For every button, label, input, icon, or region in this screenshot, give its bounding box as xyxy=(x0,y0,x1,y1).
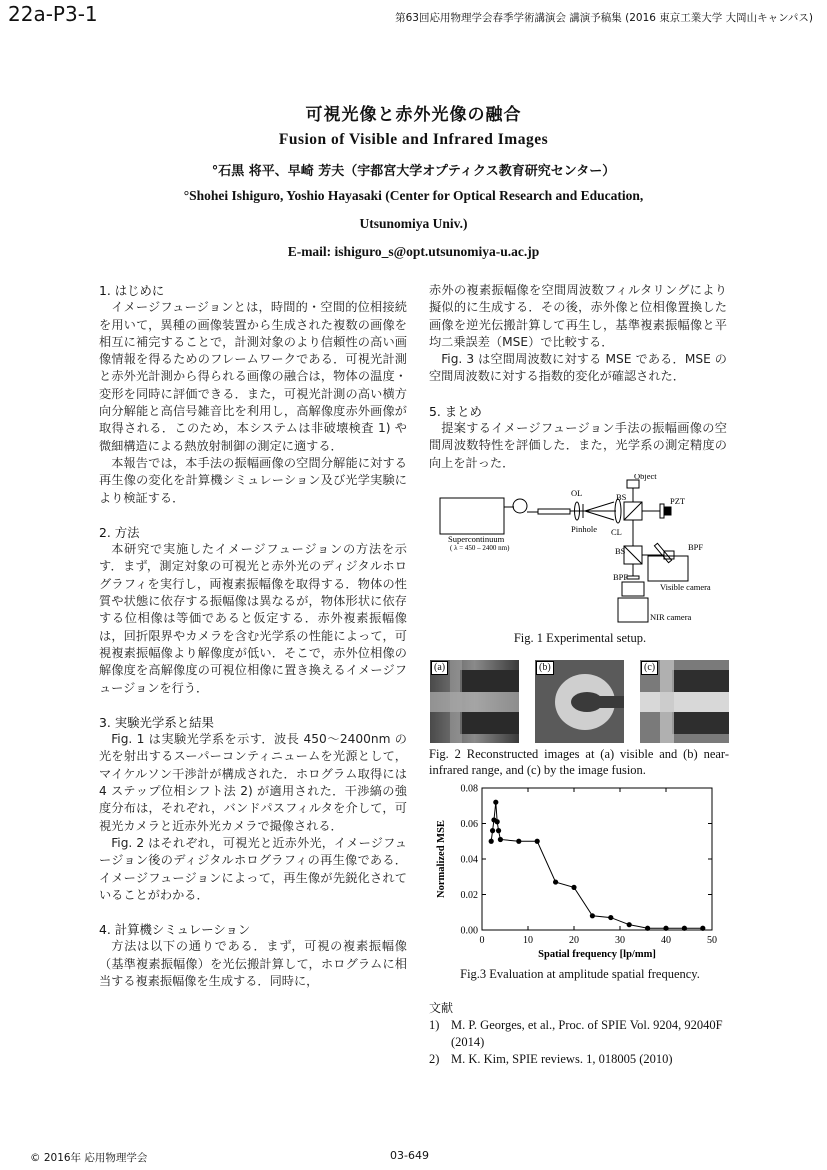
x-tick-label: 30 xyxy=(615,935,625,946)
data-point xyxy=(490,828,495,833)
label-bs-1: BS xyxy=(616,492,627,502)
label-bpf-2: BPF xyxy=(613,572,629,582)
y-tick-label: 0.00 xyxy=(460,925,478,937)
figure-1-setup-diagram xyxy=(430,474,730,626)
data-point xyxy=(608,915,613,920)
data-point xyxy=(489,839,494,844)
label-ol: OL xyxy=(571,488,583,498)
references xyxy=(429,1000,729,1068)
figure-3-caption: Fig.3 Evaluation at amplitude spatial frequency. xyxy=(460,967,700,981)
label-bpf-1: BPF xyxy=(688,542,704,552)
title-japanese: 可視光像と赤外光像の融合 xyxy=(305,105,522,125)
figure-2b-label: (b) xyxy=(536,661,554,675)
y-tick-label: 0.06 xyxy=(460,819,478,830)
data-point xyxy=(700,926,705,931)
fiber-coil xyxy=(513,499,527,513)
section-5-heading: 5. まとめ xyxy=(429,403,482,419)
figure-2-caption: Fig. 2 Reconstructed images at (a) visible and (b) near-infrared range, and (c) by the image fusion. xyxy=(429,747,729,777)
label-source: Supercontinuum xyxy=(448,534,505,544)
fiber xyxy=(538,509,570,514)
x-axis-label: Spatial frequency [lp/mm] xyxy=(538,949,656,960)
continued-paragraph: 赤外の複素振幅像を空間周波数フィルタリングにより擬似的に生成する．その後，赤外像と位相像置換した画像を逆光伝搬計算して再生し，基準複素振幅像と平均二乗誤差（MSE）で比較する． xyxy=(429,283,727,349)
figure-2a-image xyxy=(430,660,519,743)
label-object: Object xyxy=(634,474,657,481)
section-1-paragraph-2: 本報告では，本手法の振幅画像の空間分解能に対する再生像の変化を計算機シミュレーション及び光学実験により検証する． xyxy=(99,455,407,505)
figure-2a-label: (a) xyxy=(431,661,448,675)
figure-1-caption: Fig. 1 Experimental setup. xyxy=(513,631,647,645)
figure-2c-label: (c) xyxy=(641,661,658,675)
section-2-heading: 2. 方法 xyxy=(99,524,140,540)
reference-number: 2) xyxy=(429,1052,440,1066)
label-visible-camera: Visible camera xyxy=(660,582,711,592)
label-bs-2: BS xyxy=(615,546,626,556)
conference-header: 第63回応用物理学会春季学術講演会 講演予稿集 (2016 東京工業大学 大岡山キャンパス) xyxy=(395,12,813,24)
page-code: 22a-P3-1 xyxy=(8,2,98,26)
nir-camera-lens xyxy=(622,582,644,596)
section-4-heading: 4. 計算機シミュレーション xyxy=(99,922,251,938)
data-point xyxy=(645,926,650,931)
figure-2c-image xyxy=(640,660,729,743)
data-point xyxy=(663,926,668,931)
data-point xyxy=(682,926,687,931)
y-tick-label: 0.04 xyxy=(460,854,478,866)
x-tick-label: 0 xyxy=(479,935,485,946)
data-point xyxy=(553,879,558,884)
label-source-range: ( λ = 450 – 2400 nm) xyxy=(450,544,510,552)
label-cl: CL xyxy=(611,527,622,537)
label-pzt: PZT xyxy=(670,496,686,506)
reference-item xyxy=(429,1051,729,1068)
visible-camera xyxy=(648,556,688,581)
footer-page-number: 03-649 xyxy=(390,1149,429,1162)
object xyxy=(627,480,639,488)
title-english: Fusion of Visible and Infrared Images xyxy=(278,131,549,148)
data-point xyxy=(493,800,498,805)
reference-text: M. P. Georges, et al., Proc. of SPIE Vol. 9204, 92040F (2014) xyxy=(451,1018,723,1049)
data-point xyxy=(495,819,500,824)
mse-paragraph: Fig. 3 は空間周波数に対する MSE である．MSE の空間周波数に対する指数的変化が確認された． xyxy=(429,352,727,384)
x-tick-label: 40 xyxy=(661,935,671,946)
section-1-heading: 1. はじめに xyxy=(99,283,165,298)
label-pinhole: Pinhole xyxy=(571,524,597,534)
section-3-paragraph-1: Fig. 1 は実験光学系を示す．波長 450〜2400nm の光を射出するスーパーコンティニュームを光源として，マイケルソン干渉計が構成された．ホログラム取得には 4 ステップ位相シフト法 2) が適用された．干渉縞の強度分布は，それぞれ，バンドパスフィルタを介して，可視光カメラと近赤外光カメラで撮像される． xyxy=(99,732,407,833)
authors-japanese: °石黒 将平、早崎 芳夫（宇都宮大学オプティクス教育研究センター） xyxy=(211,164,616,179)
section-2-paragraph-1: 本研究で実施したイメージフュージョンの方法を示す．まず，測定対象の可視光と赤外光のディジタルホログラフィを実行し，両複素振幅像を取得する．物体の性質や状態に依存する振幅像は異なるが，物体形状に依存する位相像は等価であると仮定する．赤外複素振幅像は，回折限界やカメラを含む光学系の性能によって，可視複素振幅像より解像度が低い．そこで，赤外位相像の解像度を高解像度の可視位相像に置き換えるイメージフュージョンを行う． xyxy=(99,542,407,695)
nir-camera xyxy=(618,598,648,622)
footer-copyright: © 2016年 応用物理学会 xyxy=(30,1152,148,1164)
x-tick-label: 50 xyxy=(707,935,717,946)
figure-2b-image xyxy=(535,660,624,743)
data-point xyxy=(627,922,632,927)
section-3-paragraph-2: Fig. 2 はそれぞれ，可視光と近赤外光，イメージフュージョン後のディジタルホログラフィの再生像である．イメージフュージョンによって，再生像が先鋭化されていることがわかる． xyxy=(99,835,407,902)
supercontinuum-source xyxy=(440,498,504,534)
section-3-heading: 3. 実験光学系と結果 xyxy=(99,714,214,730)
y-tick-label: 0.02 xyxy=(460,890,478,901)
data-point xyxy=(590,913,595,918)
data-point xyxy=(535,839,540,844)
x-tick-label: 20 xyxy=(569,935,579,946)
reference-item xyxy=(429,1017,729,1051)
email: E-mail: ishiguro_s@opt.utsunomiya-u.ac.jp xyxy=(287,244,540,259)
series-line xyxy=(491,802,703,928)
y-tick-label: 0.08 xyxy=(460,783,478,795)
references-heading: 文献 xyxy=(429,1001,454,1015)
plot-frame xyxy=(482,788,712,930)
data-point xyxy=(571,885,576,890)
section-1-paragraph-1: イメージフュージョンとは，時間的・空間的位相接続を用いて，異種の画像装置から生成された複数の画像を相互に補完することで，計測対象のより信頼性の高い画像情報を得るためのフレームワークである．可視光計測と赤外光計測から得られる画像の融合は，物体の温度・変形を同時に評価できる．また，可視光計測の高い横方向分解能と高信号雑音比を利用し，高解像度赤外画像が取得される．このため，本システムは非破壊検査 1) や微細構造による熱放射制御の測定に適する． xyxy=(99,300,407,453)
reference-number: 1) xyxy=(429,1018,440,1032)
section-5-paragraph-1: 提案するイメージフュージョン手法の振幅画像の空間周波数特性を評価した．また，光学系の測定精度の向上を計った． xyxy=(429,421,727,470)
y-axis-label: Normalized MSE xyxy=(436,820,447,898)
section-4-paragraph-1: 方法は以下の通りである．まず，可視の複素振幅像（基準複素振幅像）を光伝搬計算して，ホログラムに相当する複素振幅像を生成する．同時に， xyxy=(99,939,407,988)
data-point xyxy=(516,839,521,844)
right-column xyxy=(429,282,727,472)
authors-english-line1: °Shohei Ishiguro, Yoshio Hayasaki (Center for Optical Research and Education, xyxy=(183,188,644,203)
data-point xyxy=(496,828,501,833)
x-tick-label: 10 xyxy=(523,935,533,946)
reference-text: M. K. Kim, SPIE reviews. 1, 018005 (2010) xyxy=(451,1052,673,1066)
label-nir-camera: NIR camera xyxy=(650,612,692,622)
figure-3-mse-chart xyxy=(430,780,730,962)
authors-english-line2: Utsunomiya Univ.) xyxy=(359,216,468,231)
data-point xyxy=(498,837,503,842)
left-column xyxy=(99,282,407,990)
